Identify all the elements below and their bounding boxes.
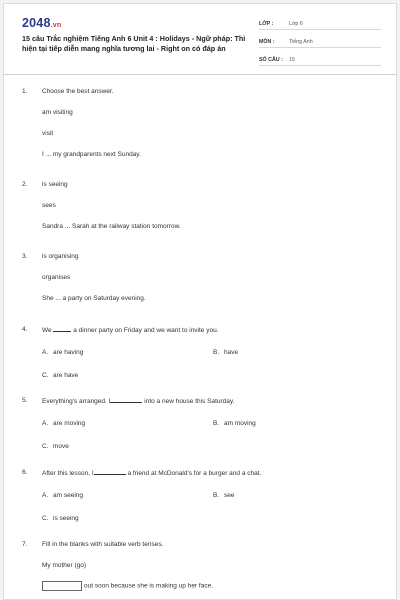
fill-in-sentence: out soon because she is making up her face. [42, 581, 213, 591]
option-a[interactable]: A. are moving [42, 420, 86, 427]
answer-option[interactable]: visit [42, 130, 54, 137]
meta-row-count: SỐ CÂU : 15 [259, 52, 381, 66]
option-c[interactable]: C. are have [42, 372, 79, 379]
answer-option[interactable]: organises [42, 274, 71, 281]
option-b[interactable]: B. see [213, 492, 235, 499]
worksheet-title: 15 câu Trắc nghiệm Tiếng Anh 6 Unit 4 : Holidays - Ngữ pháp: Thì hiện tại tiếp diễn mang nghĩa tương lai - Right on có đáp án [22, 34, 246, 53]
question-sentence: She ... a party on Saturday evening. [42, 295, 146, 302]
answer-option[interactable]: is seeing [42, 181, 68, 188]
option-c[interactable]: C. is seeing [42, 515, 79, 522]
option-a[interactable]: A. am seeing [42, 492, 83, 499]
answer-option[interactable]: sees [42, 202, 56, 209]
meta-row-subject: MÔN : Tiếng Anh [259, 34, 381, 48]
question-sentence: My mother (go) [42, 562, 87, 569]
answer-blank [94, 469, 126, 475]
option-b[interactable]: B. am moving [213, 420, 256, 427]
question-prompt: Fill in the blanks with suitable verb tenses. [42, 541, 164, 548]
worksheet-header [4, 4, 396, 75]
question-sentence: Everything's arranged. I into a new house this Saturday. [42, 398, 235, 405]
answer-blank [53, 326, 71, 332]
worksheet-page: 2048.vn 15 câu Trắc nghiệm Tiếng Anh 6 Unit 4 : Holidays - Ngữ pháp: Thì hiện tại tiếp diễn mang nghĩa tương lai - Right on có đáp án LỚP : Lớp 6 MÔN : Tiếng Anh SỐ CÂU : 15 1. Choose the best answer. am visiting visit I ... my grandparents next Sunday. 2. is seeing sees Sandra ... Sarah at the railway station tomorrow. 3. is organising organises She ... a party on Saturday evening. 4. We a dinner party on Friday and we want to invite you. A. are having B. have C. are have 5. Everything's arranged. I into a new house this Saturday. A. are moving B. am moving C. move 6. After this lesson, I a friend at McDonald's for a burger and a chat. A. am seeing B. see C. is seeing 7. Fill in the blanks with suitable verb tenses. My mother (go) out soon because she is making up her face. [3, 3, 397, 600]
question-sentence: I ... my grandparents next Sunday. [42, 151, 141, 158]
option-b[interactable]: B. have [213, 349, 239, 356]
answer-option[interactable]: is organising [42, 253, 79, 260]
site-logo[interactable]: 2048.vn [22, 16, 62, 30]
question-prompt: Choose the best answer. [42, 88, 114, 95]
meta-row-class: LỚP : Lớp 6 [259, 16, 381, 30]
question-sentence: After this lesson, I a friend at McDonald's for a burger and a chat. [42, 470, 262, 477]
question-sentence: We a dinner party on Friday and we want to invite you. [42, 327, 219, 334]
worksheet-meta [259, 16, 381, 70]
option-c[interactable]: C. move [42, 443, 69, 450]
answer-blank [110, 397, 142, 403]
answer-input[interactable] [42, 581, 82, 591]
question-sentence: Sandra ... Sarah at the railway station tomorrow. [42, 223, 181, 230]
answer-option[interactable]: am visiting [42, 109, 73, 116]
option-a[interactable]: A. are having [42, 349, 84, 356]
